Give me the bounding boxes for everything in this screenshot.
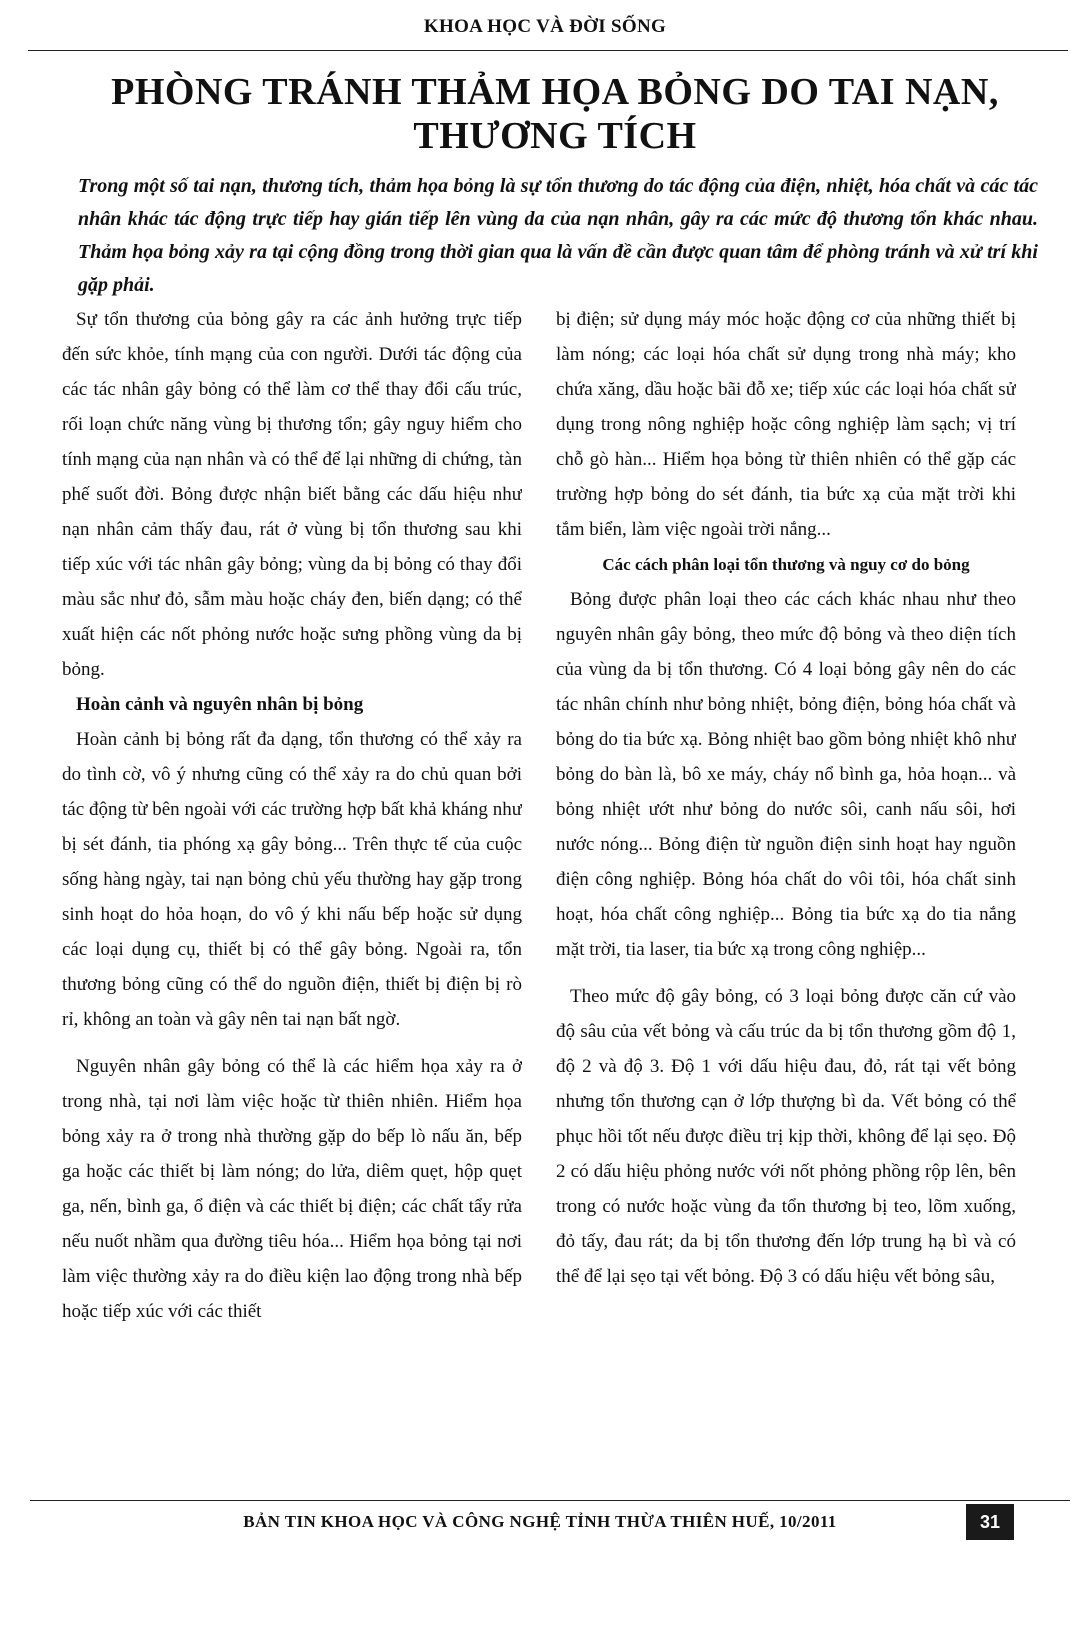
- subheading-circumstances-causes: Hoàn cảnh và nguyên nhân bị bỏng: [76, 694, 364, 715]
- section-header: KHOA HỌC VÀ ĐỜI SỐNG: [423, 16, 667, 37]
- paragraph: Bỏng được phân loại theo các cách khác nhau như theo nguyên nhân gây bỏng, theo mức độ bỏng và theo diện tích của vùng da bị tổn thương. Có 4 loại bỏng gây nên do các tác nhân chính như bỏng nhiệt, bỏng điện, bỏng hóa chất và bỏng do tia bức xạ. Bỏng nhiệt bao gồm bỏng nhiệt khô như bỏng do bàn là, bô xe máy, cháy nổ bình ga, hỏa hoạn... và bỏng nhiệt ướt như bỏng do nước sôi, canh nấu sôi, hơi nước nóng... Bỏng điện từ nguồn điện sinh hoạt hay nguồn điện công nghiệp. Bỏng hóa chất do vôi tôi, hóa chất sinh hoạt, hóa chất công nghiệp... Bỏng tia bức xạ do tia nắng mặt trời, tia laser, tia bức xạ trong công nghiệp...: [556, 589, 1016, 960]
- publication-footer: BẢN TIN KHOA HỌC VÀ CÔNG NGHỆ TỈNH THỪA THIÊN HUẾ, 10/2011: [243, 1512, 837, 1531]
- paragraph: Nguyên nhân gây bỏng có thể là các hiểm họa xảy ra ở trong nhà, tại nơi làm việc hoặc từ thiên nhiên. Hiểm họa bỏng xảy ra ở trong nhà thường gặp do bếp lò nấu ăn, bếp ga hoặc các thiết bị làm nóng; do lửa, diêm quẹt, hộp quẹt ga, nến, bình ga, ổ điện và các thiết bị điện; các chất tẩy rửa nếu nuốt nhầm qua đường tiêu hóa... Hiểm họa bỏng tại nơi làm việc thường xảy ra do điều kiện lao động trong nhà bếp hoặc tiếp xúc với các thiết: [62, 1056, 522, 1322]
- paragraph: Theo mức độ gây bỏng, có 3 loại bỏng được căn cứ vào độ sâu của vết bỏng và cấu trúc da bị tổn thương gồm độ 1, độ 2 và độ 3. Độ 1 với dấu hiệu đau, đỏ, rát tại vết bỏng nhưng tổn thương cạn ở lớp thượng bì da. Vết bỏng có thể phục hồi tốt nếu được điều trị kịp thời, không để lại sẹo. Độ 2 có dấu hiệu phỏng nước với nốt phỏng phồng rộp lên, bên trong có nước hoặc vùng đa tổn thương bị teo, lõm xuống, đỏ tấy, đau rát; da bị tổn thương đến lớp trung hạ bì và có thể để lại sẹo tại vết bỏng. Độ 3 có dấu hiệu vết bỏng sâu,: [556, 986, 1016, 1287]
- top-divider: [28, 50, 1068, 51]
- right-column: [556, 302, 1016, 1487]
- article-title: PHÒNG TRÁNH THẢM HỌA BỎNG DO TAI NẠN, THƯƠNG TÍCH: [111, 71, 999, 157]
- article-lead: Trong một số tai nạn, thương tích, thảm họa bỏng là sự tổn thương do tác động của điện, nhiệt, hóa chất và các tác nhân khác tác động trực tiếp hay gián tiếp lên vùng da của nạn nhân, gây ra các mức độ thương tổn khác nhau. Thảm họa bỏng xảy ra tại cộng đồng trong thời gian qua là vấn đề cần được quan tâm để phòng tránh và xử trí khi gặp phải.: [78, 175, 1038, 296]
- paragraph: Sự tổn thương của bỏng gây ra các ảnh hưởng trực tiếp đến sức khỏe, tính mạng của con người. Dưới tác động của các tác nhân gây bỏng có thể làm cơ thể thay đổi cấu trúc, rối loạn chức năng vùng bị thương tổn; gây nguy hiểm cho tính mạng của nạn nhân và có thể để lại những di chứng, tàn phế suốt đời. Bỏng được nhận biết bằng các dấu hiệu như nạn nhân cảm thấy đau, rát ở vùng bị tổn thương sau khi tiếp xúc với tác nhân gây bỏng; vùng da bị bỏng có thay đổi màu sắc như đỏ, sẫm màu hoặc cháy đen, biến dạng; có thể xuất hiện các nốt phỏng nước hoặc sưng phồng vùng da bị bỏng.: [62, 309, 522, 680]
- paragraph: bị điện; sử dụng máy móc hoặc động cơ của những thiết bị làm nóng; các loại hóa chất sử dụng trong nhà máy; kho chứa xăng, dầu hoặc bãi đỗ xe; tiếp xúc các loại hóa chất sử dụng trong nông nghiệp hoặc công nghiệp làm sạch; vị trí chỗ gò hàn... Hiểm họa bỏng từ thiên nhiên có thể gặp các trường hợp bỏng do sét đánh, tia bức xạ của mặt trời khi tắm biển, làm việc ngoài trời nắng...: [556, 309, 1016, 540]
- paragraph: Hoàn cảnh bị bỏng rất đa dạng, tổn thương có thể xảy ra do tình cờ, vô ý nhưng cũng có thể xảy ra do chủ quan bởi tác động từ bên ngoài với các trường hợp bất khả kháng như bị sét đánh, tia phóng xạ gây bỏng... Trên thực tế của cuộc sống hàng ngày, tai nạn bỏng chủ yếu thường hay gặp trong sinh hoạt do hỏa hoạn, do vô ý khi nấu bếp hoặc sử dụng các loại dụng cụ, thiết bị có thể gây bỏng. Ngoài ra, tổn thương bỏng cũng có thể do nguồn điện, thiết bị điện bị rò rỉ, không an toàn và gây nên tai nạn bất ngờ.: [62, 729, 522, 1030]
- page-number: 31: [966, 1504, 1014, 1540]
- left-column: [62, 302, 522, 1487]
- subheading-classification: Các cách phân loại tổn thương và nguy cơ do bỏng: [602, 555, 970, 574]
- bottom-divider: [30, 1500, 1070, 1501]
